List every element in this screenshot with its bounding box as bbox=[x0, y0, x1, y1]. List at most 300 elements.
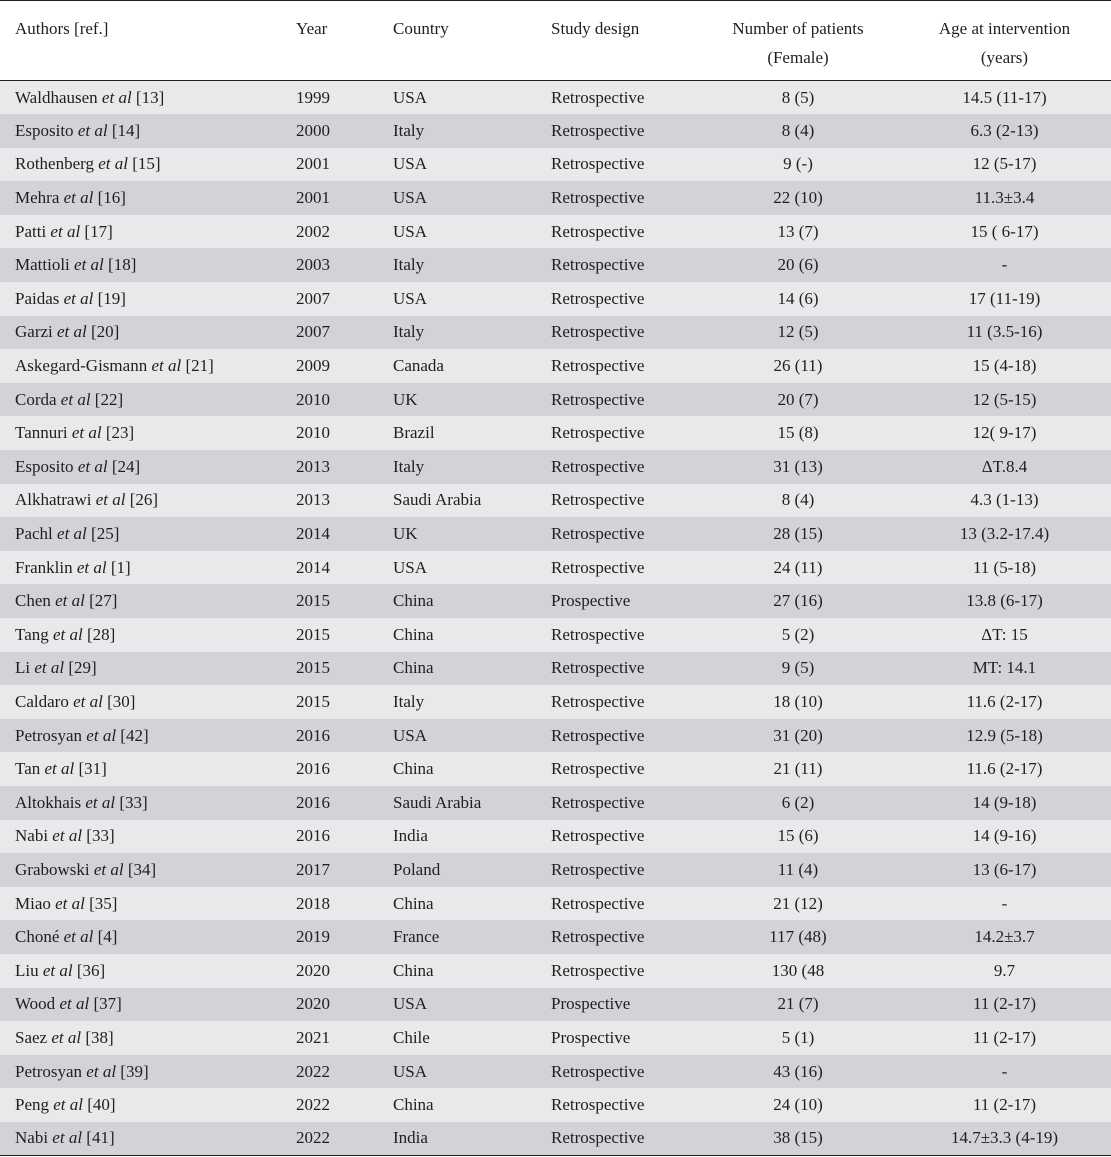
et-al: et al bbox=[42, 960, 73, 980]
cell-patients: 38 (15) bbox=[698, 1122, 898, 1156]
cell-country: USA bbox=[393, 154, 428, 174]
author-name: Mattioli bbox=[15, 255, 70, 275]
cell-age: ΔT: 15 bbox=[981, 624, 1028, 644]
et-al: et al bbox=[55, 591, 85, 611]
cell-country: USA bbox=[393, 1061, 428, 1081]
author-name: Paidas bbox=[15, 288, 60, 308]
reference: [33] bbox=[86, 826, 115, 846]
et-al: et al bbox=[52, 826, 83, 846]
cell-year: 2021 bbox=[296, 1027, 330, 1047]
author-name: Garzi bbox=[15, 322, 53, 342]
reference: [14] bbox=[111, 120, 141, 140]
author-name: Rothenberg bbox=[15, 154, 95, 174]
cell-age: - bbox=[1001, 255, 1008, 275]
et-al: et al bbox=[34, 658, 65, 678]
cell-year: 2014 bbox=[296, 524, 330, 544]
cell-study-design: Retrospective bbox=[551, 120, 645, 140]
cell-patients: 8 (5) bbox=[781, 87, 815, 107]
cell-age: 11 (3.5-16) bbox=[966, 322, 1043, 342]
reference: [31] bbox=[78, 759, 107, 779]
reference: [18] bbox=[108, 255, 137, 275]
table-body bbox=[0, 81, 1111, 1156]
cell-country: India bbox=[393, 1122, 551, 1156]
cell-study-design: Retrospective bbox=[551, 356, 645, 376]
table-row bbox=[0, 450, 1111, 484]
cell-patients: 130 (48 bbox=[771, 960, 825, 980]
cell-study-design: Retrospective bbox=[551, 87, 645, 107]
author-name: Petrosyan bbox=[15, 1061, 83, 1081]
cell-year: 2018 bbox=[296, 893, 330, 913]
cell-country: China bbox=[393, 759, 434, 779]
cell-author bbox=[0, 181, 296, 215]
reference: [28] bbox=[87, 624, 116, 644]
cell-study-design: Retrospective bbox=[551, 759, 645, 779]
cell-patients: 21 (11) bbox=[773, 759, 823, 779]
cell-study-design: Retrospective bbox=[551, 456, 645, 476]
reference: [13] bbox=[135, 87, 165, 107]
cell-patients: 18 (10) bbox=[773, 691, 823, 711]
cell-author bbox=[0, 685, 296, 719]
reference: [29] bbox=[68, 658, 97, 678]
table-row bbox=[0, 416, 1111, 450]
cell-author bbox=[0, 1055, 296, 1089]
cell-study-design: Retrospective bbox=[551, 389, 645, 409]
cell-patients: 21 (12) bbox=[773, 893, 823, 913]
reference: [22] bbox=[94, 389, 124, 409]
cell-patients: 8 (4) bbox=[781, 120, 815, 140]
cell-year: 2001 bbox=[296, 154, 330, 174]
cell-patients: 31 (20) bbox=[773, 725, 823, 745]
cell-country: Italy bbox=[393, 322, 425, 342]
cell-age: 11.6 (2-17) bbox=[966, 759, 1043, 779]
table-row bbox=[0, 1122, 1111, 1156]
author-name: Petrosyan bbox=[15, 725, 83, 745]
cell-year: 2022 bbox=[296, 1095, 330, 1115]
reference: [36] bbox=[76, 960, 106, 980]
reference: [23] bbox=[105, 423, 135, 443]
cell-country: Italy bbox=[393, 120, 425, 140]
reference: [35] bbox=[89, 893, 118, 913]
table-row bbox=[0, 853, 1111, 887]
cell-study-design: Prospective bbox=[551, 1027, 631, 1047]
cell-author bbox=[0, 887, 296, 921]
et-al: et al bbox=[50, 221, 81, 241]
cell-country: USA bbox=[393, 994, 428, 1014]
cell-country: Brazil bbox=[393, 423, 435, 443]
author-name: Nabi bbox=[15, 826, 49, 846]
author-name: Saez bbox=[15, 1027, 48, 1047]
author-name: Franklin bbox=[15, 557, 73, 577]
cell-country: China bbox=[393, 624, 434, 644]
reference: [20] bbox=[91, 322, 120, 342]
cell-author bbox=[0, 148, 296, 182]
cell-country: China bbox=[393, 1095, 434, 1115]
cell-country: Poland bbox=[393, 859, 441, 879]
reference: [39] bbox=[120, 1061, 149, 1081]
cell-age: 17 (11-19) bbox=[968, 288, 1041, 308]
cell-year: 1999 bbox=[296, 87, 330, 107]
et-al: et al bbox=[98, 154, 129, 174]
cell-author bbox=[0, 416, 296, 450]
author-name: Peng bbox=[15, 1095, 49, 1115]
cell-patients: 15 (8) bbox=[777, 423, 819, 443]
cell-country: China bbox=[393, 591, 434, 611]
cell-study-design: Retrospective bbox=[551, 826, 645, 846]
cell-age: 4.3 (1-13) bbox=[970, 490, 1039, 510]
cell-year: 2001 bbox=[296, 188, 330, 208]
cell-author bbox=[0, 551, 296, 585]
cell-author bbox=[0, 215, 296, 249]
table-row bbox=[0, 484, 1111, 518]
cell-country: France bbox=[393, 927, 440, 947]
reference: [1] bbox=[110, 557, 131, 577]
et-al: et al bbox=[76, 557, 107, 577]
cell-patients: 14 (6) bbox=[777, 288, 819, 308]
cell-year: 2015 bbox=[296, 624, 330, 644]
cell-study-design: Retrospective bbox=[551, 624, 645, 644]
cell-year: 2013 bbox=[296, 456, 330, 476]
cell-age: MT: 14.1 bbox=[972, 658, 1037, 678]
table-row bbox=[0, 181, 1111, 215]
cell-author bbox=[0, 786, 296, 820]
table-row bbox=[0, 215, 1111, 249]
cell-country: USA bbox=[393, 188, 428, 208]
et-al: et al bbox=[77, 456, 108, 476]
author-name: Corda bbox=[15, 389, 57, 409]
table-row bbox=[0, 316, 1111, 350]
author-name: Alkhatrawi bbox=[15, 490, 92, 510]
reference: [19] bbox=[97, 288, 126, 308]
reference: [37] bbox=[93, 994, 122, 1014]
header-year: Year bbox=[296, 1, 393, 81]
table-row bbox=[0, 282, 1111, 316]
cell-age: 11 (2-17) bbox=[972, 1027, 1037, 1047]
cell-author bbox=[0, 383, 296, 417]
reference: [25] bbox=[91, 524, 120, 544]
reference: [42] bbox=[120, 725, 149, 745]
header-country: Country bbox=[393, 1, 551, 81]
cell-year: 2016 bbox=[296, 759, 330, 779]
cell-patients: 26 (11) bbox=[773, 356, 823, 376]
table-header-row bbox=[0, 1, 1111, 81]
cell-patients: 117 (48) bbox=[769, 927, 827, 947]
cell-country: China bbox=[393, 893, 434, 913]
cell-study-design: Retrospective bbox=[551, 893, 645, 913]
cell-author bbox=[0, 81, 296, 115]
et-al: et al bbox=[63, 188, 94, 208]
cell-patients: 31 (13) bbox=[773, 456, 823, 476]
table-row bbox=[0, 988, 1111, 1022]
cell-age: 11 (2-17) bbox=[972, 994, 1037, 1014]
cell-age: 12( 9-17) bbox=[972, 423, 1037, 443]
author-name: Pachl bbox=[15, 524, 53, 544]
table-row bbox=[0, 618, 1111, 652]
cell-country: Chile bbox=[393, 1027, 430, 1047]
cell-author bbox=[0, 920, 296, 954]
cell-year: 2007 bbox=[296, 322, 330, 342]
cell-country: USA bbox=[393, 288, 428, 308]
reference: [33] bbox=[119, 792, 148, 812]
cell-author bbox=[0, 517, 296, 551]
header-authors: Authors [ref.] bbox=[0, 1, 296, 81]
et-al: et al bbox=[53, 624, 83, 644]
reference: [16] bbox=[97, 188, 126, 208]
author-name: Choné bbox=[15, 927, 60, 947]
cell-age: 12 (5-17) bbox=[972, 154, 1037, 174]
cell-author bbox=[0, 584, 296, 618]
et-al: et al bbox=[52, 1128, 83, 1148]
table-row bbox=[0, 1055, 1111, 1089]
cell-age: 12 (5-15) bbox=[972, 389, 1037, 409]
cell-study-design: Retrospective bbox=[551, 1061, 645, 1081]
cell-age: ΔT.8.4 bbox=[981, 456, 1028, 476]
cell-age: 14.5 (11-17) bbox=[962, 87, 1047, 107]
cell-country: Italy bbox=[393, 255, 425, 275]
header-age: Age at intervention (years) bbox=[898, 1, 1111, 81]
cell-patients: 15 (6) bbox=[777, 826, 819, 846]
author-name: Esposito bbox=[15, 120, 74, 140]
cell-year: 2016 bbox=[296, 725, 330, 745]
cell-author bbox=[0, 450, 296, 484]
cell-age: 14 (9-16) bbox=[972, 826, 1037, 846]
et-al: et al bbox=[57, 524, 87, 544]
cell-country: Canada bbox=[393, 356, 444, 376]
table-row bbox=[0, 652, 1111, 686]
et-al: et al bbox=[44, 759, 75, 779]
et-al: et al bbox=[59, 994, 90, 1014]
cell-age: 6.3 (2-13) bbox=[970, 120, 1039, 140]
cell-author bbox=[0, 954, 296, 988]
cell-patients: 43 (16) bbox=[773, 1061, 823, 1081]
author-name: Askegard-Gismann bbox=[15, 356, 148, 376]
cell-country: Italy bbox=[393, 691, 425, 711]
reference: [24] bbox=[111, 456, 141, 476]
cell-study-design: Retrospective bbox=[551, 524, 645, 544]
cell-study-design: Retrospective bbox=[551, 322, 645, 342]
author-name: Chen bbox=[15, 591, 51, 611]
cell-country: China bbox=[393, 960, 434, 980]
reference: [40] bbox=[87, 1095, 116, 1115]
reference: [17] bbox=[84, 221, 113, 241]
table-row bbox=[0, 786, 1111, 820]
et-al: et al bbox=[95, 490, 126, 510]
cell-patients: 13 (7) bbox=[777, 221, 819, 241]
cell-country: Saudi Arabia bbox=[393, 792, 482, 812]
cell-patients: 6 (2) bbox=[781, 792, 815, 812]
cell-study-design: Retrospective bbox=[551, 288, 645, 308]
table-row bbox=[0, 551, 1111, 585]
cell-patients: 20 (6) bbox=[777, 255, 819, 275]
cell-year: 2007 bbox=[296, 288, 330, 308]
table-row bbox=[0, 383, 1111, 417]
et-al: et al bbox=[85, 792, 116, 812]
cell-country: USA bbox=[393, 221, 428, 241]
et-al: et al bbox=[93, 859, 124, 879]
cell-country: Italy bbox=[393, 456, 425, 476]
cell-study-design: Retrospective bbox=[551, 557, 645, 577]
cell-country: Saudi Arabia bbox=[393, 490, 482, 510]
cell-year: 2015 bbox=[296, 691, 330, 711]
author-name: Altokhais bbox=[15, 792, 82, 812]
cell-author bbox=[0, 1088, 296, 1122]
author-name: Li bbox=[15, 658, 31, 678]
reference: [15] bbox=[132, 154, 161, 174]
author-name: Tang bbox=[15, 624, 49, 644]
et-al: et al bbox=[63, 927, 94, 947]
cell-study-design: Retrospective bbox=[551, 154, 645, 174]
table-row bbox=[0, 517, 1111, 551]
cell-author bbox=[0, 719, 296, 753]
cell-author bbox=[0, 1021, 296, 1055]
cell-year: 2022 bbox=[296, 1122, 393, 1156]
cell-study-design: Retrospective bbox=[551, 221, 645, 241]
et-al: et al bbox=[86, 725, 117, 745]
cell-age: 14 (9-18) bbox=[972, 792, 1037, 812]
cell-year: 2015 bbox=[296, 591, 330, 611]
author-name: Tannuri bbox=[15, 423, 68, 443]
cell-patients: 27 (16) bbox=[773, 591, 823, 611]
cell-author bbox=[0, 248, 296, 282]
cell-age: 9.7 bbox=[993, 960, 1016, 980]
cell-age: - bbox=[1001, 1061, 1008, 1081]
cell-study-design: Retrospective bbox=[551, 691, 645, 711]
cell-year: 2002 bbox=[296, 221, 330, 241]
table-row bbox=[0, 248, 1111, 282]
cell-patients: 11 (4) bbox=[777, 859, 819, 879]
author-name: Wood bbox=[15, 994, 56, 1014]
cell-author bbox=[0, 114, 296, 148]
et-al: et al bbox=[101, 87, 132, 107]
author-name: Mehra bbox=[15, 188, 60, 208]
cell-patients: 24 (10) bbox=[773, 1095, 823, 1115]
cell-country: UK bbox=[393, 389, 418, 409]
cell-author bbox=[0, 752, 296, 786]
cell-study-design: Retrospective bbox=[551, 1122, 698, 1156]
cell-country: India bbox=[393, 826, 428, 846]
table-row bbox=[0, 148, 1111, 182]
author-name: Esposito bbox=[15, 456, 74, 476]
cell-patients: 8 (4) bbox=[781, 490, 815, 510]
cell-author bbox=[0, 484, 296, 518]
cell-patients: 5 (2) bbox=[781, 624, 815, 644]
cell-age: 13 (6-17) bbox=[972, 859, 1037, 879]
cell-patients: 21 (7) bbox=[777, 994, 819, 1014]
et-al: et al bbox=[77, 120, 108, 140]
table-row bbox=[0, 954, 1111, 988]
cell-age: 12.9 (5-18) bbox=[966, 725, 1043, 745]
cell-age: 14.7±3.3 (4-19) bbox=[898, 1122, 1111, 1156]
cell-patients: 24 (11) bbox=[773, 557, 823, 577]
et-al: et al bbox=[53, 1095, 83, 1115]
cell-study-design: Retrospective bbox=[551, 927, 645, 947]
cell-author bbox=[0, 853, 296, 887]
author-name: Tan bbox=[15, 759, 41, 779]
cell-study-design: Retrospective bbox=[551, 1095, 645, 1115]
cell-country: USA bbox=[393, 725, 428, 745]
cell-year: 2016 bbox=[296, 792, 330, 812]
author-name: Grabowski bbox=[15, 859, 90, 879]
cell-patients: 9 (5) bbox=[781, 658, 815, 678]
cell-year: 2009 bbox=[296, 356, 330, 376]
reference: [30] bbox=[107, 691, 136, 711]
cell-age: 15 (4-18) bbox=[972, 356, 1037, 376]
reference: [38] bbox=[85, 1027, 114, 1047]
table-row bbox=[0, 584, 1111, 618]
cell-study-design: Retrospective bbox=[551, 188, 645, 208]
table-row bbox=[0, 685, 1111, 719]
cell-year: 2019 bbox=[296, 927, 330, 947]
cell-study-design: Prospective bbox=[551, 591, 631, 611]
cell-study-design: Retrospective bbox=[551, 725, 645, 745]
table-row bbox=[0, 820, 1111, 854]
cell-author bbox=[0, 820, 296, 854]
cell-study-design: Retrospective bbox=[551, 255, 645, 275]
reference: [34] bbox=[127, 859, 157, 879]
cell-age: 14.2±3.7 bbox=[974, 927, 1035, 947]
reference: [41] bbox=[86, 1128, 115, 1148]
cell-age: 11.6 (2-17) bbox=[966, 691, 1043, 711]
cell-country: UK bbox=[393, 524, 418, 544]
et-al: et al bbox=[73, 691, 103, 711]
et-al: et al bbox=[60, 389, 91, 409]
cell-study-design: Prospective bbox=[551, 994, 631, 1014]
cell-author bbox=[0, 316, 296, 350]
cell-country: USA bbox=[393, 87, 428, 107]
cell-patients: 28 (15) bbox=[773, 524, 823, 544]
cell-study-design: Retrospective bbox=[551, 792, 645, 812]
author-name: Waldhausen bbox=[15, 87, 98, 107]
cell-year: 2017 bbox=[296, 859, 330, 879]
reference: [21] bbox=[185, 356, 214, 376]
author-name: Patti bbox=[15, 221, 47, 241]
author-name: Liu bbox=[15, 960, 39, 980]
cell-age: 11 (2-17) bbox=[972, 1095, 1037, 1115]
table-row bbox=[0, 1088, 1111, 1122]
cell-patients: 9 (-) bbox=[783, 154, 813, 174]
header-study-design: Study design bbox=[551, 1, 698, 81]
cell-year: 2015 bbox=[296, 658, 330, 678]
cell-age: 15 ( 6-17) bbox=[970, 221, 1039, 241]
cell-patients: 5 (1) bbox=[781, 1027, 815, 1047]
cell-year: 2014 bbox=[296, 557, 330, 577]
cell-author bbox=[0, 652, 296, 686]
cell-study-design: Retrospective bbox=[551, 658, 645, 678]
header-patients: Number of patients (Female) bbox=[698, 1, 898, 81]
cell-year: 2000 bbox=[296, 120, 330, 140]
author-name: Caldaro bbox=[15, 691, 69, 711]
et-al: et al bbox=[57, 322, 87, 342]
cell-age: 13.8 (6-17) bbox=[966, 591, 1043, 611]
et-al: et al bbox=[51, 1027, 82, 1047]
cell-age: 11.3±3.4 bbox=[974, 188, 1035, 208]
table-row bbox=[0, 887, 1111, 921]
et-al: et al bbox=[63, 288, 94, 308]
cell-year: 2020 bbox=[296, 960, 330, 980]
et-al: et al bbox=[71, 423, 102, 443]
cell-age: 11 (5-18) bbox=[972, 557, 1037, 577]
table-row bbox=[0, 752, 1111, 786]
cell-year: 2013 bbox=[296, 490, 330, 510]
reference: [4] bbox=[97, 927, 118, 947]
cell-year: 2022 bbox=[296, 1061, 330, 1081]
et-al: et al bbox=[86, 1061, 117, 1081]
cell-author bbox=[0, 618, 296, 652]
cell-year: 2010 bbox=[296, 389, 330, 409]
cell-patients: 12 (5) bbox=[777, 322, 819, 342]
cell-country: USA bbox=[393, 557, 428, 577]
reference: [26] bbox=[129, 490, 159, 510]
cell-author bbox=[0, 349, 296, 383]
